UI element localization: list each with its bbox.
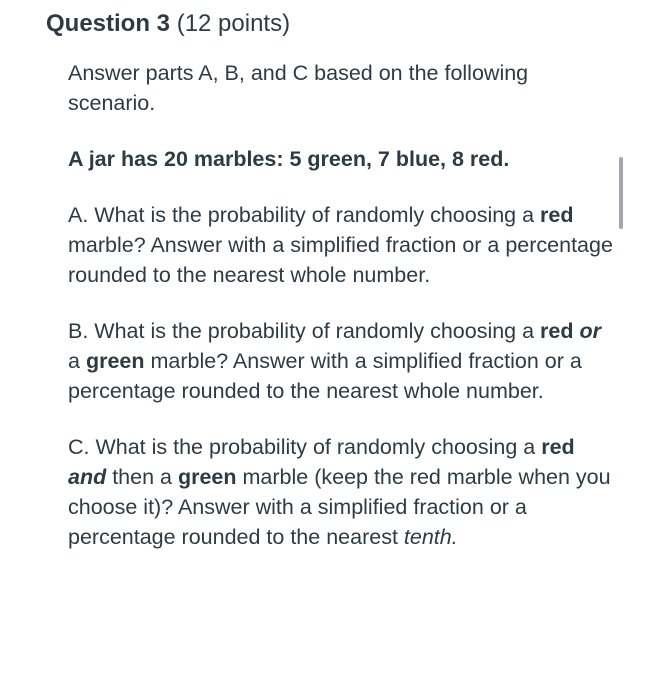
intro-text: Answer parts A, B, and C based on the following scenario. — [68, 61, 529, 115]
part-b-text-3: marble? Answer with a simplified fraction or a percentage rounded to the nearest whole number. — [68, 349, 582, 403]
question-header — [46, 8, 290, 40]
part-c-red: red — [541, 435, 575, 459]
part-b-text-1: B. What is the probability of randomly choosing a — [68, 319, 541, 343]
part-c-text-3: marble (keep the red marble when you choose it)? Answer with a simplified fraction or a percentage rounded to the nearest — [68, 465, 611, 549]
scenario-text: A jar has 20 marbles: 5 green, 7 blue, 8 red. — [68, 147, 510, 171]
part-a-red: red — [540, 203, 574, 227]
part-c-text-1: C. What is the probability of randomly choosing a — [68, 435, 542, 459]
part-c-green: green — [177, 465, 237, 489]
question-label: Question 3 — [46, 10, 171, 37]
question-body — [68, 58, 616, 552]
part-b-or: or — [579, 319, 601, 343]
part-c — [68, 432, 616, 552]
part-c-tenth: tenth. — [403, 525, 458, 549]
part-c-and: and — [68, 465, 107, 489]
part-a — [68, 200, 616, 290]
scrollbar[interactable] — [619, 157, 623, 229]
part-c-text-2: then a — [106, 465, 178, 489]
part-a-text-1: A. What is the probability of randomly choosing a — [68, 203, 541, 227]
part-b-text-2: a — [68, 349, 86, 373]
part-b-red: red — [540, 319, 574, 343]
part-a-text-2: marble? Answer with a simplified fraction or a percentage rounded to the nearest whole number. — [68, 233, 613, 287]
part-b — [68, 316, 616, 406]
question-points: (12 points) — [176, 10, 291, 37]
part-b-green: green — [85, 349, 145, 373]
